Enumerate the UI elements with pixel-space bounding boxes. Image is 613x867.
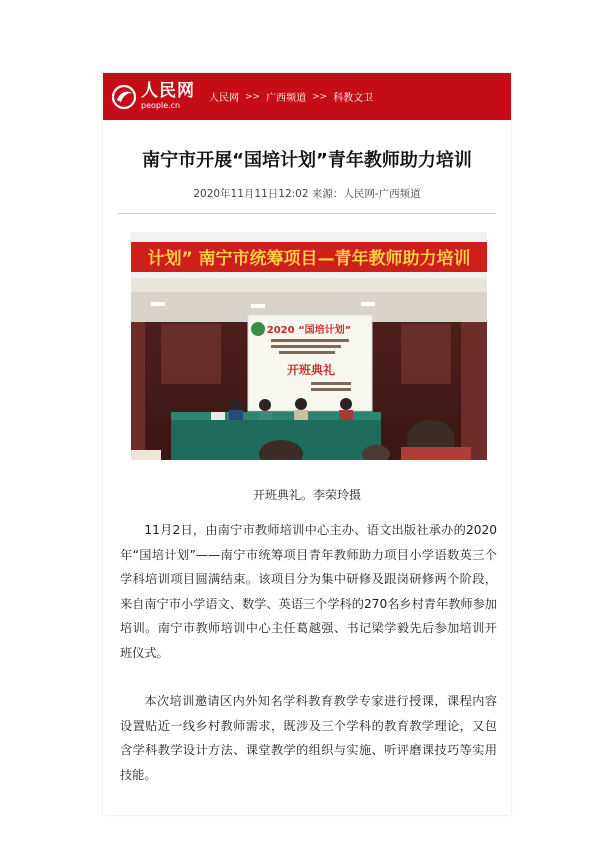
people-logo-icon xyxy=(111,84,137,110)
ceremony-photo xyxy=(131,232,487,460)
article-body xyxy=(120,518,497,811)
paragraph: 11月2日，由南宁市教师培训中心主办、语文出版社承办的2020年“国培计划”——南宁市统筹项目青年教师助力项目小学语数英三个学科培训项目圆满结束。该项目分为集中研修及跟岗研修两个阶段，来自南宁市小学语文、数学、英语三个学科的270名乡村青年教师参加培训。南宁市教师培训中心主任葛越强、书记梁学毅先后参加培训开班仪式。 xyxy=(120,523,497,660)
banner-text: 计划” 南宁市统筹项目—青年教师助力培训 xyxy=(147,249,471,269)
site-logo[interactable] xyxy=(111,83,195,110)
breadcrumb-item-home[interactable]: 人民网 xyxy=(209,93,239,104)
paragraph: 本次培训邀请区内外知名学科教育教学专家进行授课，课程内容设置贴近一线乡村教师需求，既涉及三个学科的教育教学理论，又包含学科教学设计方法、课堂教学的组织与实施、听评磨课技巧等实用技能。 xyxy=(120,694,497,782)
screen-title: 2020 “国培计划” xyxy=(266,325,352,336)
logo-domain: people.cn xyxy=(141,101,181,110)
breadcrumb-item-section[interactable]: 科教文卫 xyxy=(333,93,374,104)
logo-wordmark: 人民网 xyxy=(141,81,195,101)
screen-subtitle: 开班典礼 xyxy=(286,363,336,377)
article-photo xyxy=(131,232,487,460)
site-header xyxy=(103,73,511,120)
article-meta: 2020年11月11日12:02 来源：人民网-广西频道 xyxy=(193,188,421,200)
photo-caption: 开班典礼。李荣玲摄 xyxy=(252,488,361,502)
article-title: 南宁市开展“国培计划”青年教师助力培训 xyxy=(142,150,472,171)
breadcrumb-separator: >> xyxy=(312,91,328,102)
article-page xyxy=(103,73,511,815)
breadcrumb-item-guangxi[interactable]: 广西频道 xyxy=(266,93,307,104)
divider xyxy=(118,213,496,214)
breadcrumb xyxy=(209,89,373,104)
breadcrumb-separator: >> xyxy=(245,91,261,102)
